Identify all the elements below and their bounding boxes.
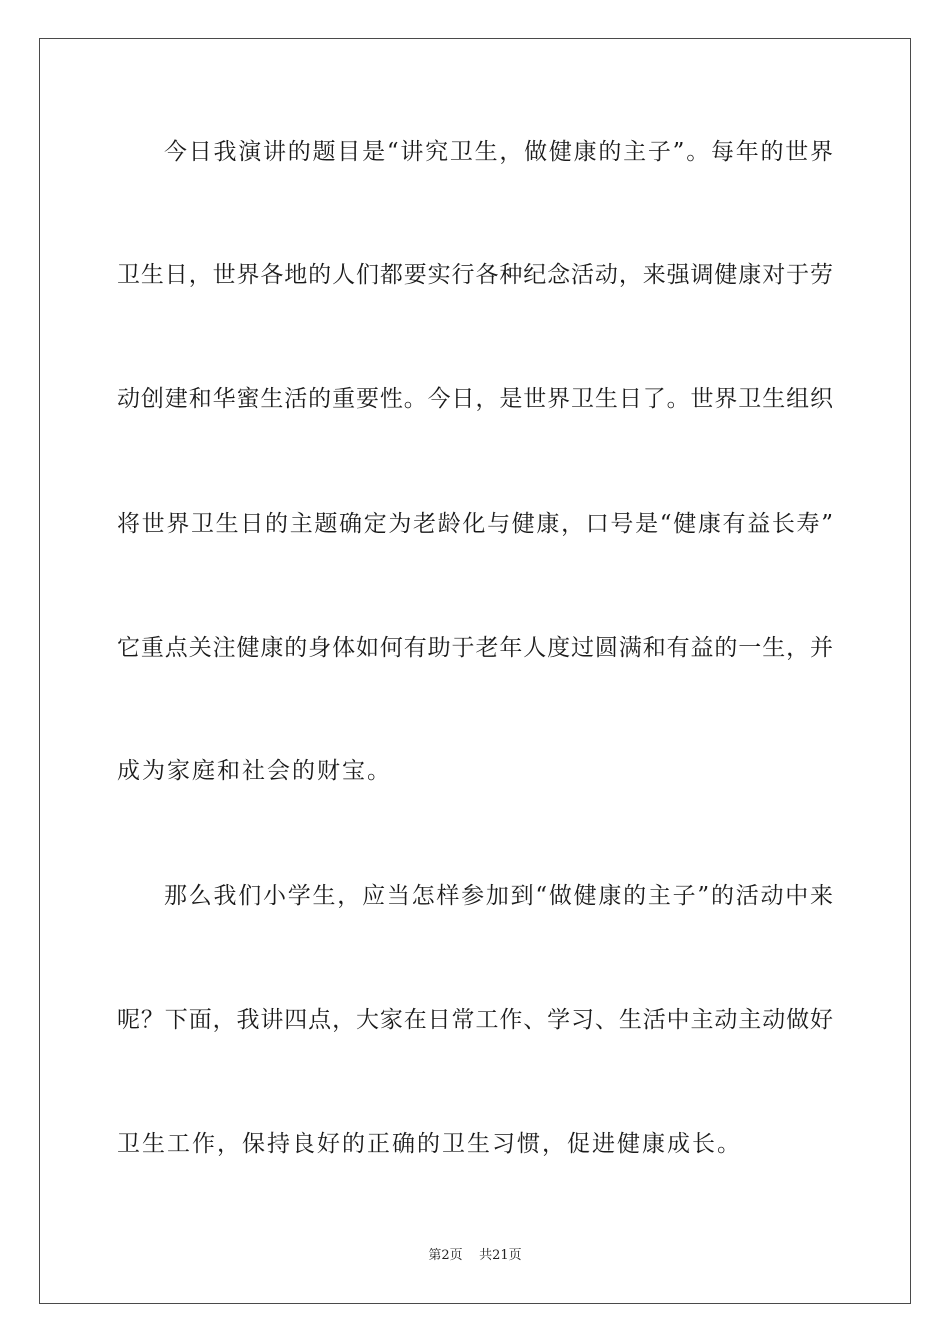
paragraph-1-line-3: 动创建和华蜜生活的重要性。今日，是世界卫生日了。世界卫生组织 (117, 386, 833, 412)
paragraph-1-line-5: 它重点关注健康的身体如何有助于老年人度过圆满和有益的一生，并 (117, 635, 833, 661)
paragraph-1-line-4: 将世界卫生日的主题确定为老龄化与健康，口号是“健康有益长寿” (117, 511, 833, 537)
paragraph-2-line-1: 那么我们小学生，应当怎样参加到“做健康的主子”的活动中来 (164, 883, 833, 909)
total-pages: 共21页 (479, 1248, 522, 1263)
paragraph-1-line-6: 成为家庭和社会的财宝。 (117, 758, 392, 784)
paragraph-1-line-2: 卫生日，世界各地的人们都要实行各种纪念活动，来强调健康对于劳 (117, 262, 833, 288)
paragraph-2-line-2: 呢？下面，我讲四点，大家在日常工作、学习、生活中主动主动做好 (117, 1007, 833, 1033)
page-footer (0, 1247, 950, 1265)
page-number: 第2页 (428, 1248, 463, 1263)
paragraph-1-line-1: 今日我演讲的题目是“讲究卫生，做健康的主子”。每年的世界 (164, 139, 833, 165)
paragraph-2-line-3: 卫生工作，保持良好的正确的卫生习惯，促进健康成长。 (117, 1131, 742, 1157)
page-border (39, 38, 911, 1304)
